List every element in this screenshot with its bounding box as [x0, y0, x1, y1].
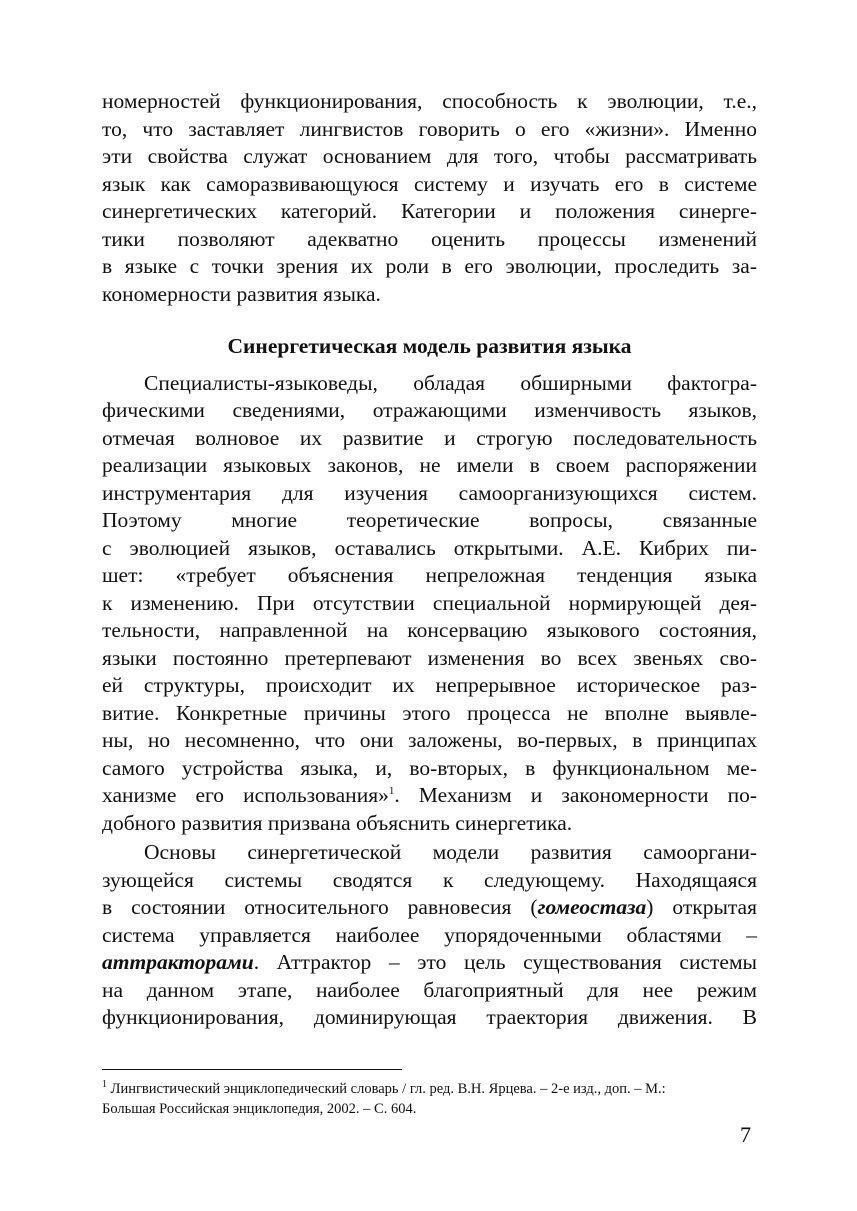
footnote — [102, 1079, 757, 1119]
term-attractors: аттракторами — [102, 950, 254, 974]
text-line: функционирования, доминирующая траектория движения. В — [102, 1005, 757, 1029]
page-body — [102, 88, 757, 1032]
text-segment: . Механизм и закономерности по- — [394, 783, 758, 807]
text-line: витие. Конкретные причины этого процесса не вполне выявле- — [102, 700, 757, 725]
footnote-reference[interactable]: 1 — [388, 784, 395, 797]
page-number: 7 — [740, 1122, 751, 1147]
text-line: то, что заставляет лингвистов говорить о его «жизни». Именно — [102, 116, 757, 141]
text-line: система управляется наиболее упорядоченными областями – — [102, 922, 757, 947]
footnote-line: Большая Российская энциклопедия, 2002. – С. 604. — [102, 1101, 417, 1117]
footnote-text: Лингвистический энциклопедический словарь / гл. ред. В.Н. Ярцева. – 2-е изд., доп. – М.: — [107, 1081, 666, 1097]
paragraph-2 — [102, 839, 757, 1032]
text-line: язык как саморазвивающуюся систему и изучать его в системе — [102, 171, 757, 196]
text-line: ны, но несомненно, что они заложены, во-первых, в принципах — [102, 728, 757, 752]
text-line: реализации языковых законов, не имели в своем распоряжении — [102, 453, 757, 477]
footnote-marker: 1 — [102, 1079, 107, 1091]
intro-paragraph — [102, 88, 757, 308]
text-line — [102, 782, 757, 810]
text-line: инструментария для изучения самоорганизующихся систем. — [102, 480, 757, 505]
footnote-divider — [102, 1069, 402, 1070]
text-segment: ханизме его использования» — [102, 783, 389, 807]
text-line: шет: «требует объяснения непреложная тенденция языка — [102, 563, 757, 587]
text-line: добного развития призвана объяснить синергетика. — [102, 810, 573, 835]
text-line: с эволюцией языков, оставались открытыми. А.Е. Кибрих пи- — [102, 535, 757, 560]
text-line: языки постоянно претерпевают изменения во всех звеньях сво- — [102, 645, 757, 670]
text-line: кономерности развития языка. — [102, 281, 381, 306]
text-line — [102, 949, 757, 977]
text-line: Поэтому многие теоретические вопросы, связанные — [102, 508, 757, 532]
text-line: номерностей функционирования, способность к эволюции, т.е., — [102, 89, 757, 113]
text-line: фическими сведениями, отражающими изменчивость языков, — [102, 398, 757, 422]
text-line: синергетических категорий. Категории и положения синерге- — [102, 199, 757, 223]
paragraph-1 — [102, 370, 757, 838]
text-line: Специалисты-языковеды, обладая обширными фактогра- — [144, 370, 757, 395]
text-segment: ) открытая — [646, 895, 757, 919]
section-heading: Синергетическая модель развития языка — [227, 334, 632, 358]
text-line: отмечая волновое их развитие и строгую последовательность — [102, 425, 757, 450]
text-line: тики позволяют адекватно оценить процессы изменений — [102, 226, 757, 251]
text-line: тельности, направленной на консервацию языкового состояния, — [102, 618, 757, 642]
text-line: Основы синергетической модели развития самооргани- — [144, 840, 757, 864]
text-line: в языке с точки зрения их роли в его эволюции, проследить за- — [102, 254, 757, 278]
text-line: ей структуры, происходит их непрерывное историческое раз- — [102, 673, 757, 697]
text-segment: . Аттрактор – это цель существования системы — [253, 950, 757, 974]
text-line: самого устройства языка, и, во-вторых, в функциональном ме- — [102, 755, 757, 780]
text-line: на данном этапе, наиболее благоприятный для нее режим — [102, 977, 757, 1002]
text-line: к изменению. При отсутствии специальной нормирующей дея- — [102, 590, 757, 615]
text-line — [102, 894, 757, 922]
footnote-line — [102, 1079, 757, 1099]
text-line: эти свойства служат основанием для того, чтобы рассматривать — [102, 144, 757, 168]
term-homeostasis: гомеостаза — [537, 895, 647, 919]
text-line: зующейся системы сводятся к следующему. Находящаяся — [102, 867, 757, 892]
text-segment: в состоянии относительного равновесия ( — [102, 895, 538, 919]
